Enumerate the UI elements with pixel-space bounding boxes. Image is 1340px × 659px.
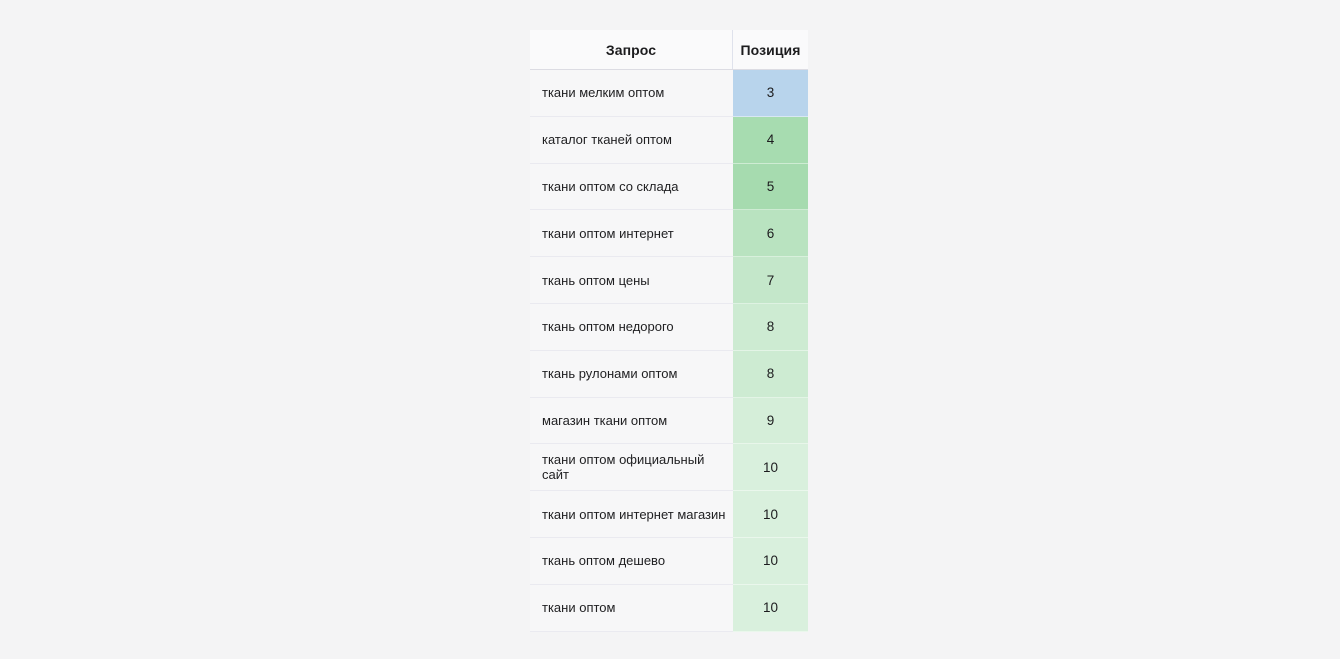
position-cell: 10: [733, 585, 808, 632]
table-row: [530, 210, 808, 257]
position-cell: 8: [733, 351, 808, 398]
position-cell: 8: [733, 304, 808, 351]
column-header-query: Запрос: [530, 30, 733, 69]
position-cell: 5: [733, 164, 808, 211]
position-cell: 10: [733, 444, 808, 491]
position-cell: 7: [733, 257, 808, 304]
position-cell: 4: [733, 117, 808, 164]
table-row: [530, 70, 808, 117]
keyword-position-table: [530, 30, 808, 632]
position-cell: 3: [733, 70, 808, 117]
query-cell: ткани оптом официальный сайт: [530, 444, 733, 491]
table-row: [530, 398, 808, 445]
table-header-row: [530, 30, 808, 70]
position-cell: 10: [733, 538, 808, 585]
table-row: [530, 538, 808, 585]
query-cell: ткани оптом со склада: [530, 164, 733, 211]
query-cell: каталог тканей оптом: [530, 117, 733, 164]
query-cell: ткани оптом интернет: [530, 210, 733, 257]
query-cell: ткань оптом цены: [530, 257, 733, 304]
column-header-position: Позиция: [740, 41, 801, 58]
position-cell: 6: [733, 210, 808, 257]
query-cell: магазин ткани оптом: [530, 398, 733, 445]
table-row: [530, 351, 808, 398]
table-row: [530, 491, 808, 538]
table-row: [530, 164, 808, 211]
position-cell: 10: [733, 491, 808, 538]
query-cell: ткань оптом недорого: [530, 304, 733, 351]
query-cell: ткань рулонами оптом: [530, 351, 733, 398]
table-row: [530, 444, 808, 491]
position-cell: 9: [733, 398, 808, 445]
query-cell: ткани оптом интернет магазин: [530, 491, 733, 538]
table-row: [530, 117, 808, 164]
query-cell: ткани мелким оптом: [530, 70, 733, 117]
query-cell: ткани оптом: [530, 585, 733, 632]
table-row: [530, 304, 808, 351]
table-row: [530, 585, 808, 632]
table-row: [530, 257, 808, 304]
query-cell: ткань оптом дешево: [530, 538, 733, 585]
